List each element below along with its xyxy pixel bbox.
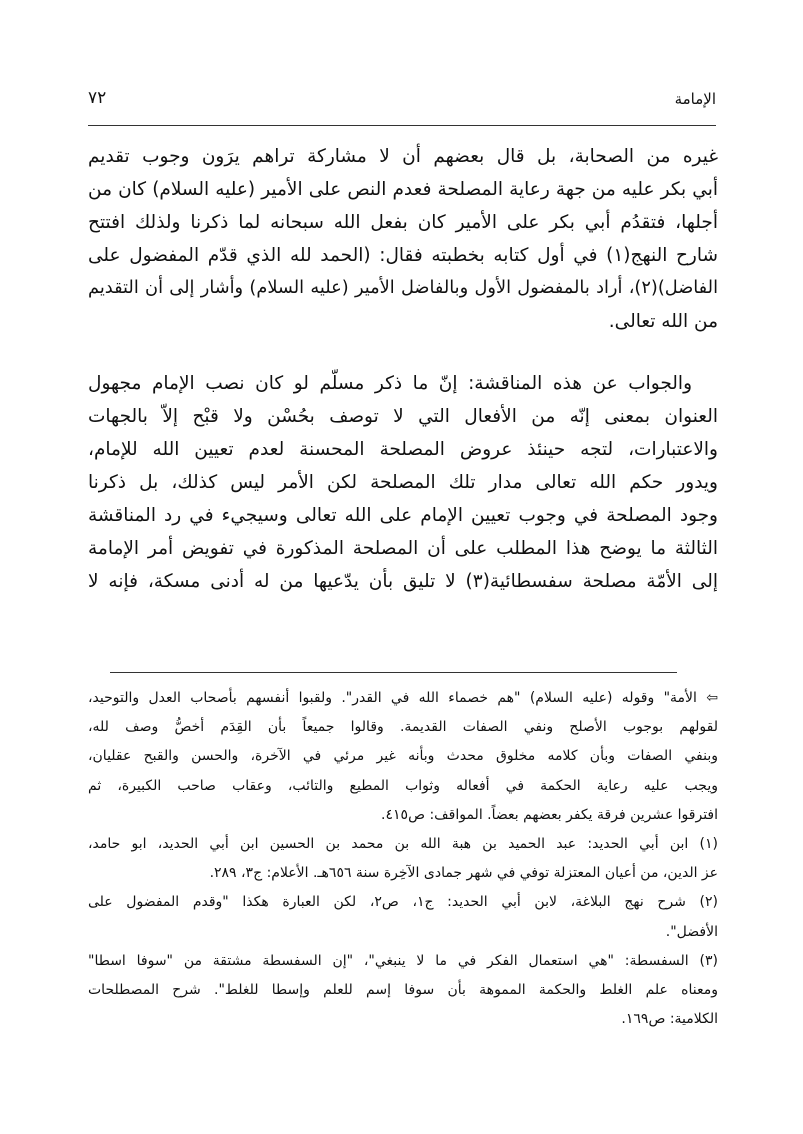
- footnote-line: افترقوا عشرين فرقة يكفر بعضهم بعضاً. المواقف: ص٤١٥.: [381, 806, 718, 823]
- footnote-line: وبنفي الصفات وبأن كلامه مخلوق محدث وبأنه غير مرئي في الآخرة، والحسن والقبح عقليان،: [88, 748, 718, 765]
- footnote-separator: [110, 672, 677, 673]
- text-line: من الله تعالى.: [608, 311, 718, 332]
- text-line: الثالثة ما يوضح هذا المطلب على أن المصلحة المذكورة في تفويض أمر الإمامة: [88, 538, 718, 559]
- text-line: الفاضل)(٢)، أراد بالمفضول الأول وبالفاضل الأمير (عليه السلام) وأشار إلى أن التقديم: [88, 278, 718, 298]
- footnote-line: ومعناه علم الغلط والحكمة المموهة بأن سوفا إسم للعلم وإسطا للغلط". شرح المصطلحات: [88, 981, 718, 998]
- text-line: العنوان بمعنى إنّه من الأفعال التي لا توصف بحُسْن ولا قبْح إلاّ بالجهات: [88, 406, 718, 427]
- footnote-line: عز الدين، من أعيان المعتزلة توفي في شهر جمادى الآخِرة سنة ٦٥٦هـ. الأعلام: ج٣، ٢٨٩.: [209, 865, 718, 882]
- text-line: شارح النهج(١) في أول كتابه بخطبته فقال: (الحمد لله الذي قدّم المفضول على: [88, 245, 718, 266]
- footnote-line: (٢) شرح نهج البلاغة، لابن أبي الحديد: ج١، ص٢، لكن العبارة هكذا "وقدم المفضول على: [88, 894, 718, 911]
- running-header: [88, 86, 716, 126]
- text-line: أبي بكر عليه من جهة رعاية المصلحة فعدم النص على الأمير (عليه السلام) كان من: [88, 179, 718, 200]
- footnote-line: (١) ابن أبي الحديد: عبد الحميد بن هبة الله بن محمد بن الحسين ابن أبي الحديد، ابو حامد،: [88, 835, 718, 852]
- page-number: ٧٢: [88, 88, 107, 108]
- text-line: أجلها، فتقدُم أبي بكر على الأمير كان بفعل الله سبحانه لما ذكرنا ولذلك افتتح: [88, 212, 718, 233]
- running-title: الإمامة: [674, 90, 716, 108]
- footnote-line: الكلامية: ص١٦٩.: [621, 1011, 718, 1028]
- text-line: غيره من الصحابة، بل قال بعضهم أن لا مشاركة تراهم يرَون وجوب تقديم: [88, 146, 718, 167]
- text-line: وجود المصلحة في وجوب تعيين الإمام على الله تعالى وسيجيء في رد المناقشة: [88, 505, 718, 526]
- text-line: والاعتبارات، لتجه حينئذ عروض المصلحة المحسنة لعدم تعيين الله للإمام،: [88, 439, 718, 460]
- text-line: والجواب عن هذه المناقشة: إنّ ما ذكر مسلّم لو كان نصب الإمام مجهول: [88, 373, 692, 394]
- text-line: إلى الأمّة مصلحة سفسطائية(٣) لا تليق بأن يدّعيها من له أدنى مسكة، فإنه لا: [88, 571, 718, 592]
- footnote-line: لقولهم بوجوب الأصلح ونفي الصفات القديمة. وقالوا جميعاً بأن القِدَم أخصُّ وصف لله،: [88, 719, 718, 736]
- footnote-line: (٣) السفسطة: "هي استعمال الفكر في ما لا ينبغي"، "إن السفسطة مشتقة من "سوفا اسطا": [88, 952, 718, 969]
- footnotes: [88, 684, 718, 1034]
- footnote-line: الأفضل".: [665, 923, 718, 940]
- text-line: ويدور حكم الله تعالى مدار تلك المصلحة لكن الأمر ليس كذلك، بل ذكرنا: [88, 472, 718, 493]
- footnote-line: ويجب عليه رعاية الحكمة في أفعاله وثواب المطيع والتائب، وعقاب صاحب الكبيرة، ثم: [88, 777, 718, 794]
- footnote-line: ⇦ الأمة" وقوله (عليه السلام) "هم خصماء الله في القدر". ولقبوا أنفسهم بأصحاب العدل والتوحيد،: [88, 690, 718, 706]
- paragraph-2: [88, 367, 718, 598]
- paragraph-1: [88, 140, 718, 338]
- header-rule: [88, 125, 716, 126]
